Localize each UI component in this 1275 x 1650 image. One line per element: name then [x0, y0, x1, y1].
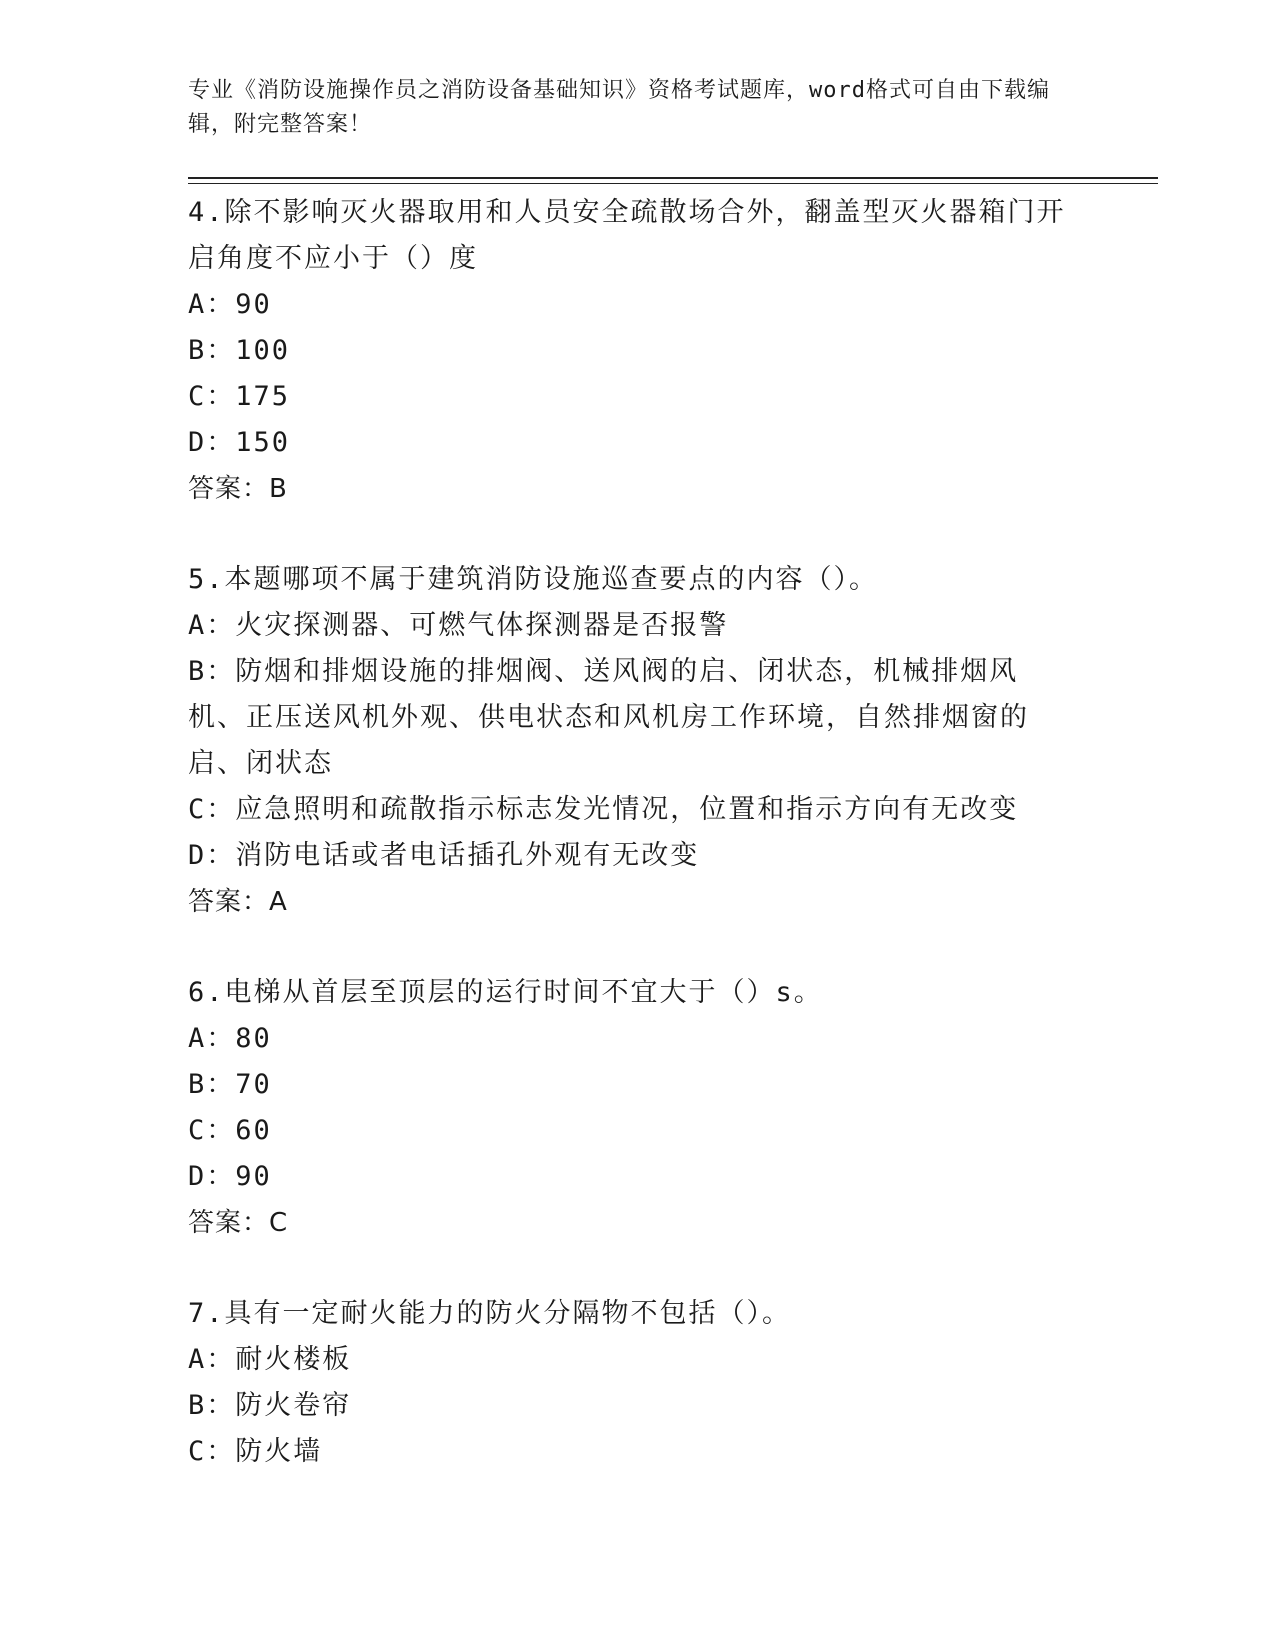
question-stem: 6.电梯从首层至顶层的运行时间不宜大于（）s。 — [188, 977, 823, 1008]
answer: 答案：A — [188, 887, 288, 917]
option-b: B：70 — [188, 1069, 272, 1100]
answer: 答案：C — [188, 1208, 289, 1238]
option-a: A：80 — [188, 1023, 272, 1054]
question-list — [188, 190, 1068, 1520]
option-d: D：150 — [188, 427, 291, 458]
option-b: B：防烟和排烟设施的排烟阀、送风阀的启、闭状态，机械排烟风机、正压送风机外观、供电状态和风机房工作环境，自然排烟窗的启、闭状态 — [188, 656, 1029, 779]
question-5 — [188, 557, 1068, 925]
option-a: A：90 — [188, 289, 272, 320]
option-d: D：消防电话或者电话插孔外观有无改变 — [188, 840, 700, 871]
answer: 答案：B — [188, 474, 288, 504]
option-b: B：防火卷帘 — [188, 1390, 352, 1421]
option-d: D：90 — [188, 1161, 272, 1192]
question-stem: 5.本题哪项不属于建筑消防设施巡查要点的内容（）。 — [188, 564, 879, 595]
option-c: C：应急照明和疏散指示标志发光情况，位置和指示方向有无改变 — [188, 794, 1019, 825]
option-a: A：火灾探测器、可燃气体探测器是否报警 — [188, 610, 729, 641]
header-rule-thick — [188, 177, 1158, 179]
option-c: C：175 — [188, 381, 291, 412]
option-c: C：防火墙 — [188, 1436, 323, 1467]
question-stem: 7.具有一定耐火能力的防火分隔物不包括（）。 — [188, 1298, 792, 1329]
option-c: C：60 — [188, 1115, 272, 1146]
document-header: 专业《消防设施操作员之消防设备基础知识》资格考试题库，word格式可自由下载编辑，附完整答案！ — [188, 78, 1050, 137]
header-rule-thin — [188, 183, 1158, 184]
question-7 — [188, 1291, 1068, 1475]
question-6 — [188, 970, 1068, 1246]
option-b: B：100 — [188, 335, 291, 366]
option-a: A：耐火楼板 — [188, 1344, 352, 1375]
question-stem: 4.除不影响灭火器取用和人员安全疏散场合外，翻盖型灭火器箱门开启角度不应小于（）度 — [188, 197, 1066, 274]
question-4 — [188, 190, 1068, 512]
